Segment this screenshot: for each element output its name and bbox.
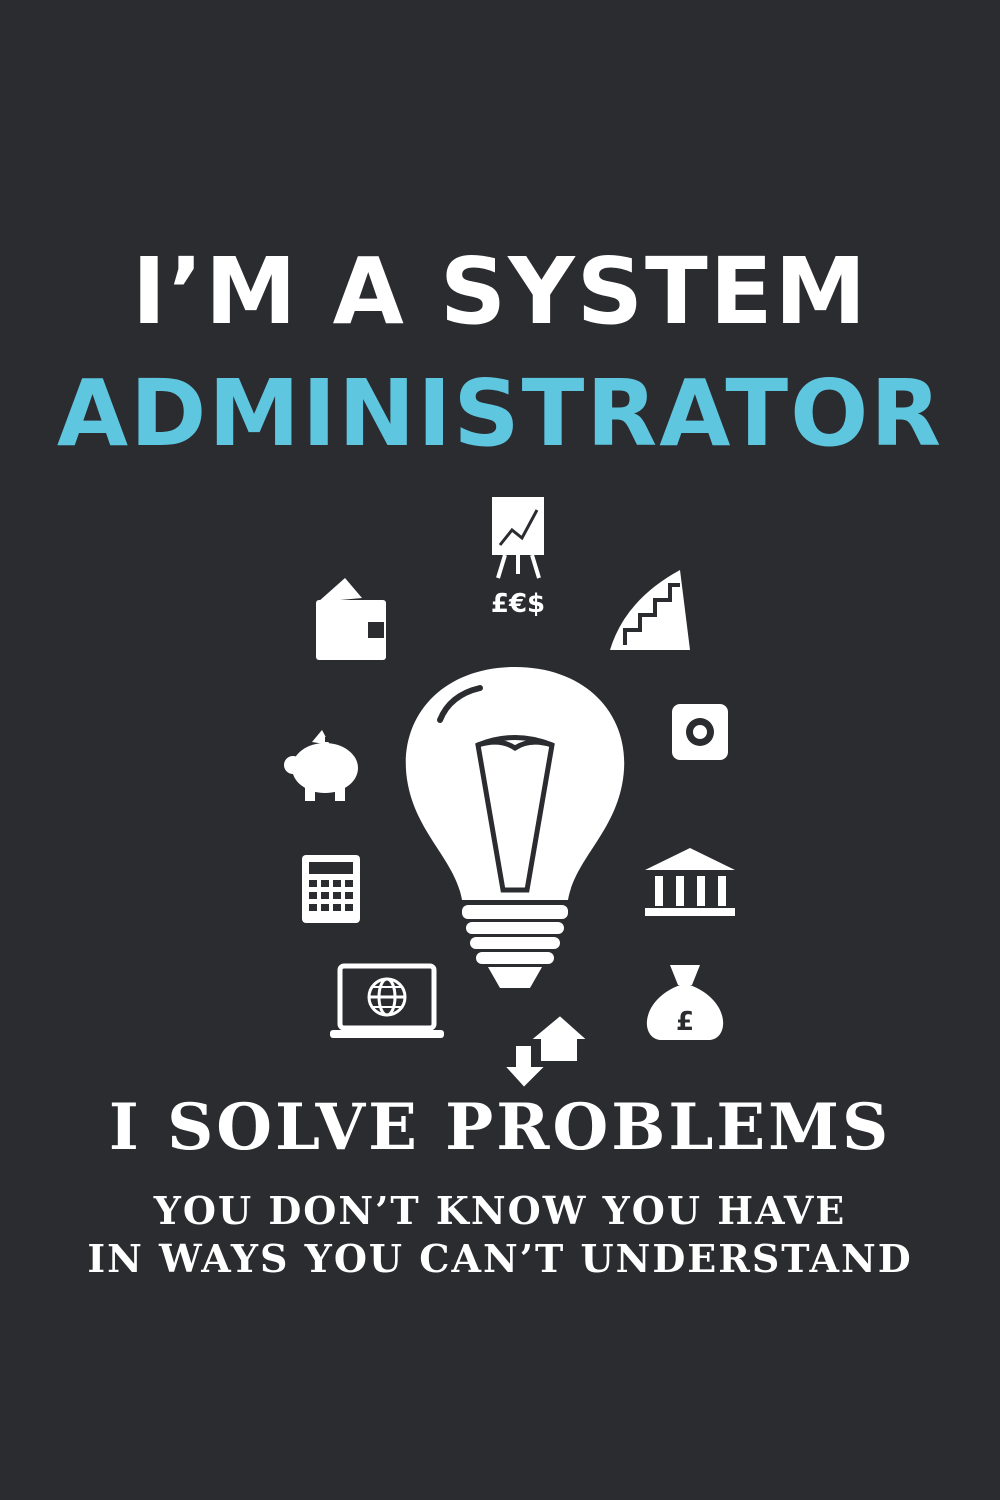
tagline-sub-1: YOU DON’T KNOW YOU HAVE — [153, 1188, 847, 1233]
calculator-icon — [302, 855, 360, 923]
piggy-bank-icon — [284, 730, 358, 801]
tagline-sub-2: IN WAYS YOU CAN’T UNDERSTAND — [87, 1236, 913, 1281]
transfer-arrows-icon — [504, 1015, 588, 1088]
laptop-globe-icon — [330, 966, 444, 1038]
safe-icon — [672, 704, 728, 760]
presentation-chart-icon — [492, 497, 544, 578]
currency-symbols-icon: £€$ — [490, 589, 546, 619]
illustration — [0, 480, 1000, 1100]
pound-symbol: £ — [675, 1007, 695, 1037]
headline-line-1: I’M A SYSTEM — [131, 238, 869, 345]
bank-icon — [645, 848, 735, 916]
headline-line-2: ADMINISTRATOR — [56, 360, 944, 467]
tagline-main: I SOLVE PROBLEMS — [108, 1090, 892, 1165]
wallet-icon — [316, 578, 386, 660]
light-bulb-icon — [406, 667, 624, 988]
growth-steps-icon — [610, 570, 690, 650]
